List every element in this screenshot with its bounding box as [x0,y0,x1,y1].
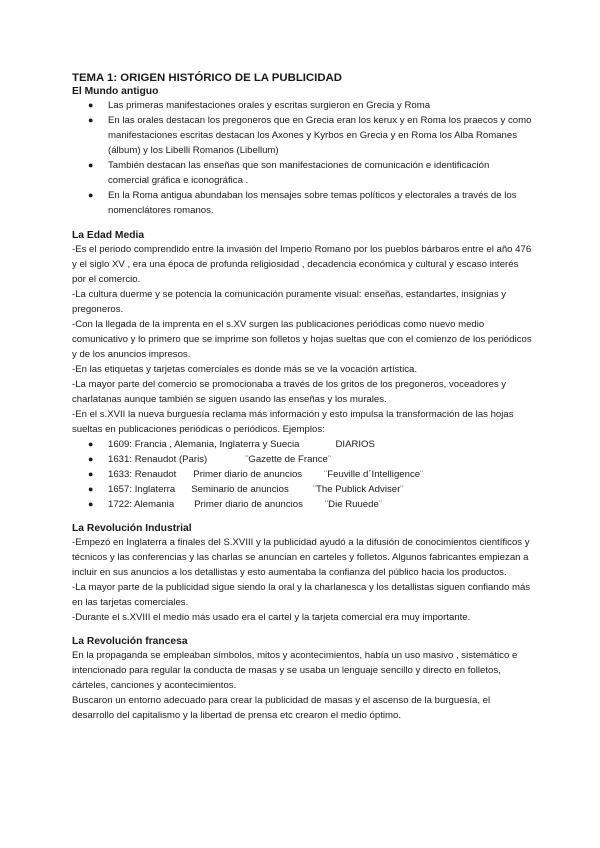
bullet-icon: ● [88,190,94,200]
antiguo-bullet-list [72,98,532,218]
section-heading-edad-media: La Edad Media [72,230,145,241]
bullet-icon: ● [88,499,94,509]
list-item: ● En la Roma antigua abundaban los mensajes sobre temas políticos y electorales a través de los nomenclátores romanos. [88,190,517,216]
paragraph: -Es el periodo comprendido entre la invasión del Imperio Romano por los pueblos bárbaros entre el año 476 y el siglo XV , era una época de profunda religiosidad , decadencia económica y cultural y escaso interés por el comercio. [72,244,532,285]
list-item: ● Las primeras manifestaciones orales y escritas surgieron en Grecia y Roma [88,100,431,111]
example-item: ● 1609: Francia , Alemania, Inglaterra y Suecia DIARIOS [88,439,375,450]
bullet-icon: ● [88,469,94,479]
examples-list [72,437,532,512]
bullet-icon: ● [88,115,94,125]
paragraph: -Con la llegada de la imprenta en el s.XV surgen las publicaciones periódicas como nuevo medio comunicativo y lo primero que se imprime son folletos y hojas sueltas que con el comienzo de los periódicos y de los anuncios impresos. [72,319,532,360]
paragraph: -La cultura duerme y se potencia la comunicación puramente visual: enseñas, estandartes, insignias y pregoneros. [72,289,507,315]
section-heading-antiguo: El Mundo antiguo [72,86,159,97]
paragraph: -Durante el s.XVIII el medio más usado era el cartel y la tarjeta comercial era muy importante. [72,612,471,623]
bullet-icon: ● [88,484,94,494]
paragraph: En la propaganda se empleaban símbolos, mitos y acontecimientos, había un uso masivo , sistemático e intencionado para regular la conducta de masas y se usaba un lenguaje sencillo y directo en folletos, cárteles, canciones y acontecimientos. [72,650,518,691]
list-item: ● También destacan las enseñas que son manifestaciones de comunicación e identificación comercial gráfica e iconográfica . [88,160,490,186]
example-item: ● 1631: Renaudot (Paris) ¨Gazette de France¨ [88,454,332,465]
example-item: ● 1722: Alemania Primer diario de anuncios ¨Die Ruuede¨ [88,499,383,510]
section-heading-industrial: La Revolución Industrial [72,523,192,534]
bullet-icon: ● [88,160,94,170]
section-heading-francesa: La Revolución francesa [72,636,188,647]
paragraph: -La mayor parte de la publicidad sigue siendo la oral y la charlanesca y los detallistas siguen confiando más en las tarjetas comerciales. [72,582,531,608]
document-page [72,71,532,723]
list-item: ● En las orales destacan los pregoneros que en Grecia eran los kerux y en Roma los praecos y como manifestaciones escritas destacan los Axones y Kyrbos en Grecia y en Roma los Alba Romanes (álbum) y los Libelli Romanos (Libellum) [88,115,532,156]
paragraph: -En las etiquetas y tarjetas comerciales es donde más se ve la vocación artística. [72,364,418,375]
document-title: TEMA 1: ORIGEN HISTÓRICO DE LA PUBLICIDAD [72,72,343,84]
paragraph: -En el s.XVII la nueva burguesía reclama más información y esto impulsa la transformación de las hojas sueltas en publicaciones periódicas o periódicos. Ejemplos: [72,409,514,435]
example-item: ● 1657: Inglaterra Seminario de anuncios ¨The Publick Adviser¨ [88,484,404,495]
bullet-icon: ● [88,439,94,449]
paragraph: -La mayor parte del comercio se promocionaba a través de los gritos de los pregoneros, voceadores y charlatanas aunque también se siguen usando las enseñas y los murales. [72,379,507,405]
bullet-icon: ● [88,454,94,464]
paragraph: -Empezó en Inglaterra a finales del S.XVIII y la publicidad ayudó a la difusión de conocimientos científicos y técnicos y las conferencias y las charlas se anuncian en carteles y folletos. Algunos fabricantes empiezan a incluir en sus anuncios a los detallistas y esto aumentaba la confianza del público hacia los productos. [72,537,530,578]
bullet-icon: ● [88,100,94,110]
example-item: ● 1633: Renaudot Primer diario de anuncios ¨Feuville d´Intelligence¨ [88,469,424,480]
paragraph: Buscaron un entorno adecuado para crear la publicidad de masas y el ascenso de la burguesía, el desarrollo del capitalismo y la libertad de prensa etc crearon el medio óptimo. [72,695,491,721]
